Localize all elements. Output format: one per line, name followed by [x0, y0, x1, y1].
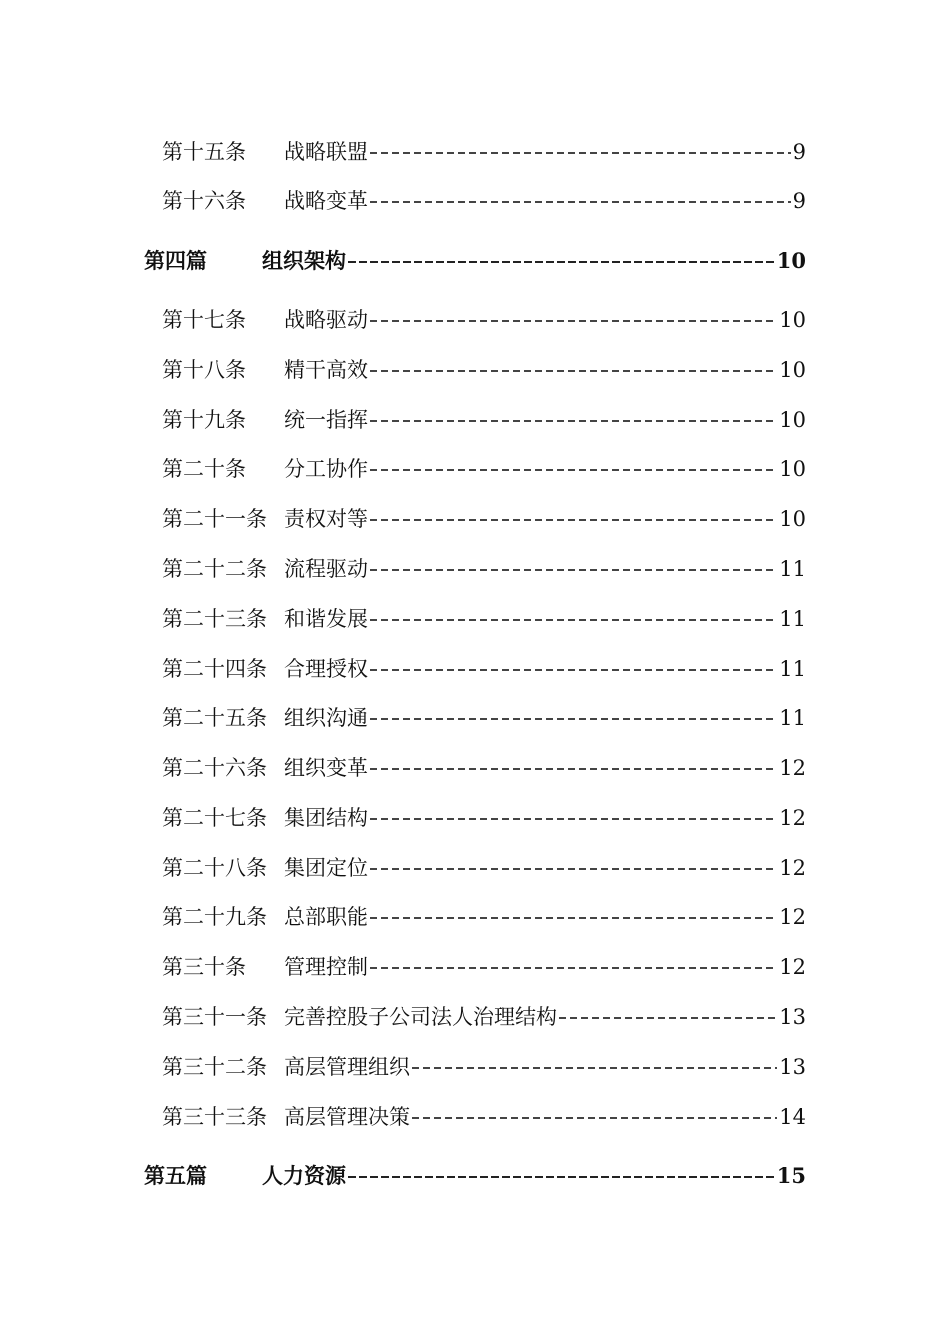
toc-article-entry[interactable]: [162, 604, 806, 634]
toc-entry-page-number: 10: [779, 308, 806, 332]
toc-entry-page-number: 11: [779, 557, 806, 581]
toc-entry-number: 第十六条: [162, 189, 246, 213]
toc-dot-leader: [348, 1176, 775, 1178]
toc-entry-number: 第四篇: [144, 248, 207, 273]
toc-entry-title: 集团定位: [284, 856, 368, 880]
toc-dot-leader: [370, 868, 777, 870]
toc-article-entry[interactable]: [162, 902, 806, 932]
toc-entry-page-number: 9: [792, 140, 806, 164]
toc-entry-page-number: 13: [779, 1055, 806, 1079]
toc-dot-leader: [370, 967, 777, 969]
toc-article-entry[interactable]: [162, 803, 806, 833]
toc-entry-page-number: 12: [779, 955, 806, 979]
toc-entry-title: 总部职能: [284, 905, 368, 929]
toc-article-entry[interactable]: [162, 703, 806, 733]
toc-entry-page-number: 14: [779, 1105, 806, 1129]
toc-entry-number: 第二十条: [162, 457, 246, 481]
toc-entry-page-number: 10: [779, 358, 806, 382]
toc-entry-number: 第二十七条: [162, 806, 267, 830]
toc-entry-page-number: 11: [779, 657, 806, 681]
toc-entry-title: 合理授权: [284, 657, 368, 681]
toc-dot-leader: [370, 669, 777, 671]
toc-entry-title: 高层管理决策: [284, 1105, 410, 1129]
toc-entry-number: 第二十八条: [162, 856, 267, 880]
toc-entry-page-number: 10: [779, 457, 806, 481]
toc-entry-number: 第三十三条: [162, 1105, 267, 1129]
toc-dot-leader: [370, 420, 777, 422]
toc-entry-number: 第二十三条: [162, 607, 267, 631]
toc-dot-leader: [370, 619, 777, 621]
toc-entry-title: 人力资源: [262, 1163, 346, 1188]
toc-entry-page-number: 9: [792, 189, 806, 213]
toc-entry-number: 第二十一条: [162, 507, 267, 531]
toc-dot-leader: [412, 1067, 777, 1069]
toc-dot-leader: [370, 917, 777, 919]
toc-entry-number: 第三十一条: [162, 1005, 267, 1029]
toc-article-entry[interactable]: [162, 355, 806, 385]
toc-article-entry[interactable]: [162, 137, 806, 167]
toc-entry-page-number: 11: [779, 706, 806, 730]
toc-article-entry[interactable]: [162, 853, 806, 883]
toc-dot-leader: [370, 768, 777, 770]
toc-article-entry[interactable]: [162, 1002, 806, 1032]
toc-entry-page-number: 11: [779, 607, 806, 631]
toc-entry-page-number: 13: [779, 1005, 806, 1029]
toc-dot-leader: [370, 469, 777, 471]
toc-article-entry[interactable]: [162, 305, 806, 335]
toc-dot-leader: [370, 718, 777, 720]
toc-entry-number: 第十八条: [162, 358, 246, 382]
toc-entry-title: 组织沟通: [284, 706, 368, 730]
toc-entry-page-number: 15: [776, 1163, 806, 1188]
toc-part-entry[interactable]: [144, 1161, 806, 1191]
toc-article-entry[interactable]: [162, 1052, 806, 1082]
toc-entry-title: 管理控制: [284, 955, 368, 979]
toc-entry-number: 第二十九条: [162, 905, 267, 929]
toc-entry-number: 第三十条: [162, 955, 246, 979]
toc-dot-leader: [370, 201, 791, 203]
toc-entry-title: 高层管理组织: [284, 1055, 410, 1079]
toc-article-entry[interactable]: [162, 454, 806, 484]
toc-entry-number: 第五篇: [144, 1163, 207, 1188]
toc-entry-title: 组织架构: [262, 248, 346, 273]
toc-entry-title: 统一指挥: [284, 408, 368, 432]
toc-entry-title: 精干高效: [284, 358, 368, 382]
toc-entry-title: 分工协作: [284, 457, 368, 481]
toc-article-entry[interactable]: [162, 504, 806, 534]
toc-entry-number: 第二十二条: [162, 557, 267, 581]
toc-article-entry[interactable]: [162, 1102, 806, 1132]
toc-entry-number: 第十七条: [162, 308, 246, 332]
toc-dot-leader: [348, 261, 775, 263]
toc-part-entry[interactable]: [144, 246, 806, 276]
toc-article-entry[interactable]: [162, 405, 806, 435]
toc-entry-page-number: 12: [779, 856, 806, 880]
toc-entry-page-number: 12: [779, 756, 806, 780]
toc-dot-leader: [370, 152, 791, 154]
toc-entry-page-number: 12: [779, 806, 806, 830]
toc-entry-title: 责权对等: [284, 507, 368, 531]
toc-dot-leader: [412, 1117, 777, 1119]
toc-entry-title: 战略变革: [284, 189, 368, 213]
toc-article-entry[interactable]: [162, 753, 806, 783]
toc-entry-page-number: 10: [779, 408, 806, 432]
toc-entry-number: 第十五条: [162, 140, 246, 164]
toc-entry-title: 完善控股子公司法人治理结构: [284, 1005, 557, 1029]
toc-dot-leader: [370, 569, 777, 571]
toc-entry-page-number: 10: [779, 507, 806, 531]
toc-entry-number: 第二十五条: [162, 706, 267, 730]
toc-article-entry[interactable]: [162, 952, 806, 982]
toc-dot-leader: [370, 519, 777, 521]
toc-dot-leader: [370, 370, 777, 372]
toc-entry-page-number: 10: [776, 248, 806, 273]
toc-entry-number: 第三十二条: [162, 1055, 267, 1079]
toc-article-entry[interactable]: [162, 186, 806, 216]
toc-entry-number: 第十九条: [162, 408, 246, 432]
toc-entry-title: 流程驱动: [284, 557, 368, 581]
toc-entry-page-number: 12: [779, 905, 806, 929]
toc-dot-leader: [370, 320, 777, 322]
toc-article-entry[interactable]: [162, 554, 806, 584]
toc-entry-title: 和谐发展: [284, 607, 368, 631]
toc-entry-title: 战略驱动: [284, 308, 368, 332]
toc-dot-leader: [559, 1017, 777, 1019]
toc-entry-number: 第二十六条: [162, 756, 267, 780]
toc-entry-title: 集团结构: [284, 806, 368, 830]
toc-entry-number: 第二十四条: [162, 657, 267, 681]
toc-dot-leader: [370, 818, 777, 820]
toc-entry-title: 组织变革: [284, 756, 368, 780]
toc-entry-title: 战略联盟: [284, 140, 368, 164]
toc-article-entry[interactable]: [162, 654, 806, 684]
